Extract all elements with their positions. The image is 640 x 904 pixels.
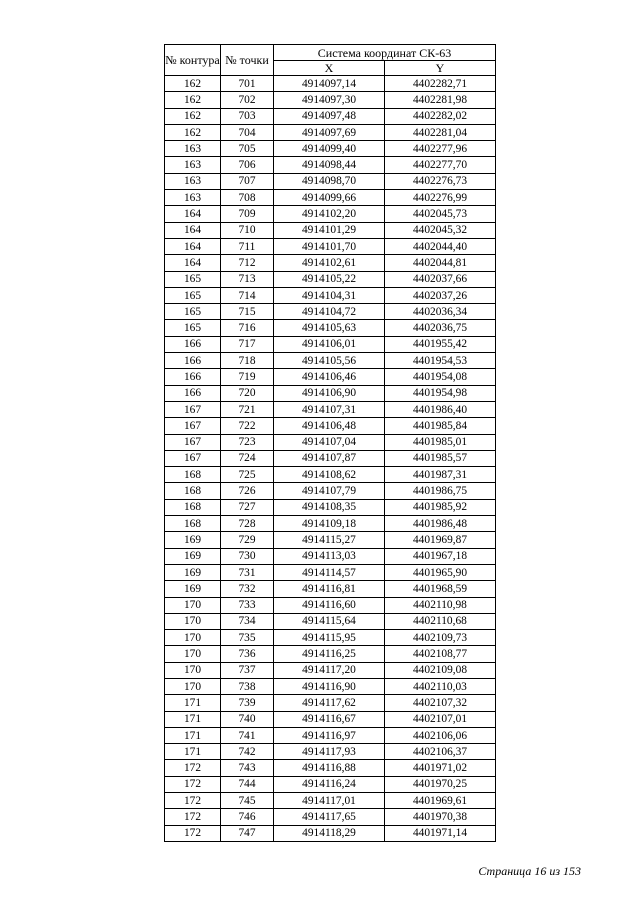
table-row — [165, 548, 496, 564]
cell-point-number: 725 — [221, 467, 274, 483]
cell-contour-number: 170 — [165, 613, 221, 629]
cell-y-coordinate: 4401970,25 — [385, 776, 496, 792]
cell-x-coordinate: 4914116,67 — [274, 711, 385, 727]
cell-x-coordinate: 4914099,66 — [274, 190, 385, 206]
cell-point-number: 701 — [221, 76, 274, 92]
cell-contour-number: 166 — [165, 353, 221, 369]
cell-y-coordinate: 4402036,34 — [385, 304, 496, 320]
cell-y-coordinate: 4401986,75 — [385, 483, 496, 499]
cell-contour-number: 167 — [165, 401, 221, 417]
cell-contour-number: 168 — [165, 483, 221, 499]
cell-y-coordinate: 4402108,77 — [385, 646, 496, 662]
table-row — [165, 353, 496, 369]
cell-point-number: 722 — [221, 418, 274, 434]
cell-contour-number: 172 — [165, 809, 221, 825]
cell-y-coordinate: 4401971,02 — [385, 760, 496, 776]
cell-point-number: 737 — [221, 662, 274, 678]
cell-y-coordinate: 4402045,73 — [385, 206, 496, 222]
cell-point-number: 710 — [221, 222, 274, 238]
cell-x-coordinate: 4914118,29 — [274, 825, 385, 841]
table-row — [165, 124, 496, 140]
cell-contour-number: 170 — [165, 678, 221, 694]
table-row — [165, 271, 496, 287]
cell-point-number: 743 — [221, 760, 274, 776]
table-row — [165, 320, 496, 336]
cell-y-coordinate: 4402109,73 — [385, 630, 496, 646]
cell-contour-number: 171 — [165, 727, 221, 743]
cell-x-coordinate: 4914115,95 — [274, 630, 385, 646]
cell-x-coordinate: 4914116,88 — [274, 760, 385, 776]
table-row — [165, 711, 496, 727]
cell-contour-number: 167 — [165, 418, 221, 434]
page-number: Страница 16 из 153 — [478, 864, 581, 878]
cell-y-coordinate: 4401985,01 — [385, 434, 496, 450]
cell-point-number: 711 — [221, 238, 274, 254]
cell-contour-number: 168 — [165, 467, 221, 483]
cell-y-coordinate: 4402276,99 — [385, 190, 496, 206]
table-row — [165, 304, 496, 320]
cell-contour-number: 162 — [165, 76, 221, 92]
header-y: Y — [385, 61, 496, 76]
cell-contour-number: 165 — [165, 287, 221, 303]
cell-point-number: 705 — [221, 141, 274, 157]
cell-x-coordinate: 4914117,93 — [274, 744, 385, 760]
table-row — [165, 613, 496, 629]
cell-point-number: 713 — [221, 271, 274, 287]
table-row — [165, 516, 496, 532]
table-row — [165, 255, 496, 271]
table-row — [165, 418, 496, 434]
cell-point-number: 723 — [221, 434, 274, 450]
cell-y-coordinate: 4402277,70 — [385, 157, 496, 173]
cell-contour-number: 164 — [165, 206, 221, 222]
cell-contour-number: 164 — [165, 255, 221, 271]
cell-x-coordinate: 4914107,87 — [274, 450, 385, 466]
cell-y-coordinate: 4401985,92 — [385, 499, 496, 515]
cell-y-coordinate: 4402044,81 — [385, 255, 496, 271]
cell-point-number: 732 — [221, 581, 274, 597]
cell-contour-number: 165 — [165, 271, 221, 287]
cell-x-coordinate: 4914106,48 — [274, 418, 385, 434]
cell-contour-number: 167 — [165, 434, 221, 450]
cell-contour-number: 162 — [165, 124, 221, 140]
cell-y-coordinate: 4401985,84 — [385, 418, 496, 434]
cell-point-number: 718 — [221, 353, 274, 369]
cell-point-number: 702 — [221, 92, 274, 108]
cell-y-coordinate: 4402044,40 — [385, 238, 496, 254]
cell-x-coordinate: 4914097,30 — [274, 92, 385, 108]
cell-contour-number: 168 — [165, 516, 221, 532]
cell-x-coordinate: 4914117,01 — [274, 793, 385, 809]
cell-point-number: 728 — [221, 516, 274, 532]
cell-x-coordinate: 4914101,70 — [274, 238, 385, 254]
cell-y-coordinate: 4402281,04 — [385, 124, 496, 140]
cell-contour-number: 162 — [165, 108, 221, 124]
coordinates-table — [164, 44, 496, 842]
cell-x-coordinate: 4914108,62 — [274, 467, 385, 483]
table-row — [165, 499, 496, 515]
cell-contour-number: 166 — [165, 385, 221, 401]
table-header — [165, 45, 496, 76]
cell-contour-number: 171 — [165, 744, 221, 760]
cell-x-coordinate: 4914108,35 — [274, 499, 385, 515]
cell-contour-number: 172 — [165, 793, 221, 809]
table-row — [165, 695, 496, 711]
cell-x-coordinate: 4914106,90 — [274, 385, 385, 401]
table-row — [165, 385, 496, 401]
cell-point-number: 720 — [221, 385, 274, 401]
cell-x-coordinate: 4914097,69 — [274, 124, 385, 140]
cell-y-coordinate: 4401970,38 — [385, 809, 496, 825]
cell-x-coordinate: 4914105,56 — [274, 353, 385, 369]
cell-point-number: 709 — [221, 206, 274, 222]
cell-y-coordinate: 4401987,31 — [385, 467, 496, 483]
cell-contour-number: 172 — [165, 776, 221, 792]
cell-x-coordinate: 4914102,61 — [274, 255, 385, 271]
cell-x-coordinate: 4914117,62 — [274, 695, 385, 711]
cell-x-coordinate: 4914104,72 — [274, 304, 385, 320]
cell-point-number: 704 — [221, 124, 274, 140]
cell-y-coordinate: 4402109,08 — [385, 662, 496, 678]
cell-contour-number: 170 — [165, 662, 221, 678]
cell-y-coordinate: 4401969,61 — [385, 793, 496, 809]
cell-x-coordinate: 4914117,65 — [274, 809, 385, 825]
cell-y-coordinate: 4402281,98 — [385, 92, 496, 108]
cell-point-number: 726 — [221, 483, 274, 499]
cell-contour-number: 172 — [165, 825, 221, 841]
cell-point-number: 708 — [221, 190, 274, 206]
cell-x-coordinate: 4914107,79 — [274, 483, 385, 499]
cell-y-coordinate: 4402282,02 — [385, 108, 496, 124]
cell-x-coordinate: 4914117,20 — [274, 662, 385, 678]
cell-y-coordinate: 4402106,06 — [385, 727, 496, 743]
cell-point-number: 729 — [221, 532, 274, 548]
cell-contour-number: 170 — [165, 630, 221, 646]
table-row — [165, 108, 496, 124]
cell-x-coordinate: 4914099,40 — [274, 141, 385, 157]
table-row — [165, 401, 496, 417]
cell-y-coordinate: 4402276,73 — [385, 173, 496, 189]
cell-point-number: 741 — [221, 727, 274, 743]
cell-x-coordinate: 4914114,57 — [274, 564, 385, 580]
cell-point-number: 724 — [221, 450, 274, 466]
cell-contour-number: 163 — [165, 157, 221, 173]
cell-y-coordinate: 4402045,32 — [385, 222, 496, 238]
table-row — [165, 564, 496, 580]
cell-point-number: 719 — [221, 369, 274, 385]
cell-point-number: 707 — [221, 173, 274, 189]
cell-contour-number: 168 — [165, 499, 221, 515]
cell-point-number: 730 — [221, 548, 274, 564]
cell-contour-number: 172 — [165, 760, 221, 776]
table-row — [165, 434, 496, 450]
table-row — [165, 646, 496, 662]
cell-y-coordinate: 4402110,03 — [385, 678, 496, 694]
cell-y-coordinate: 4401985,57 — [385, 450, 496, 466]
cell-point-number: 744 — [221, 776, 274, 792]
table-row — [165, 776, 496, 792]
cell-x-coordinate: 4914116,97 — [274, 727, 385, 743]
cell-point-number: 717 — [221, 336, 274, 352]
cell-contour-number: 163 — [165, 141, 221, 157]
cell-x-coordinate: 4914116,25 — [274, 646, 385, 662]
table-row — [165, 483, 496, 499]
cell-point-number: 715 — [221, 304, 274, 320]
header-x: X — [274, 61, 385, 76]
cell-x-coordinate: 4914098,44 — [274, 157, 385, 173]
cell-x-coordinate: 4914097,48 — [274, 108, 385, 124]
cell-x-coordinate: 4914109,18 — [274, 516, 385, 532]
cell-point-number: 716 — [221, 320, 274, 336]
cell-y-coordinate: 4401955,42 — [385, 336, 496, 352]
cell-point-number: 736 — [221, 646, 274, 662]
cell-contour-number: 162 — [165, 92, 221, 108]
table-row — [165, 336, 496, 352]
table-row — [165, 467, 496, 483]
cell-contour-number: 163 — [165, 173, 221, 189]
cell-x-coordinate: 4914105,63 — [274, 320, 385, 336]
cell-contour-number: 165 — [165, 320, 221, 336]
cell-x-coordinate: 4914106,01 — [274, 336, 385, 352]
cell-x-coordinate: 4914116,24 — [274, 776, 385, 792]
cell-contour-number: 164 — [165, 238, 221, 254]
cell-point-number: 706 — [221, 157, 274, 173]
table-row — [165, 809, 496, 825]
table-row — [165, 597, 496, 613]
table-row — [165, 532, 496, 548]
cell-y-coordinate: 4401968,59 — [385, 581, 496, 597]
cell-point-number: 746 — [221, 809, 274, 825]
cell-x-coordinate: 4914107,04 — [274, 434, 385, 450]
cell-x-coordinate: 4914106,46 — [274, 369, 385, 385]
cell-contour-number: 171 — [165, 695, 221, 711]
cell-contour-number: 169 — [165, 564, 221, 580]
cell-x-coordinate: 4914115,64 — [274, 613, 385, 629]
table-row — [165, 581, 496, 597]
cell-y-coordinate: 4402037,66 — [385, 271, 496, 287]
cell-x-coordinate: 4914104,31 — [274, 287, 385, 303]
cell-y-coordinate: 4401967,18 — [385, 548, 496, 564]
cell-contour-number: 167 — [165, 450, 221, 466]
cell-point-number: 714 — [221, 287, 274, 303]
cell-x-coordinate: 4914101,29 — [274, 222, 385, 238]
cell-x-coordinate: 4914116,90 — [274, 678, 385, 694]
cell-x-coordinate: 4914097,14 — [274, 76, 385, 92]
cell-point-number: 742 — [221, 744, 274, 760]
cell-y-coordinate: 4402106,37 — [385, 744, 496, 760]
table-row — [165, 157, 496, 173]
table-row — [165, 190, 496, 206]
cell-x-coordinate: 4914116,60 — [274, 597, 385, 613]
table-row — [165, 369, 496, 385]
cell-point-number: 738 — [221, 678, 274, 694]
cell-y-coordinate: 4402110,98 — [385, 597, 496, 613]
header-coordinate-system: Система координат СК-63 — [274, 45, 496, 61]
cell-y-coordinate: 4401954,08 — [385, 369, 496, 385]
cell-point-number: 739 — [221, 695, 274, 711]
cell-contour-number: 164 — [165, 222, 221, 238]
cell-y-coordinate: 4402107,01 — [385, 711, 496, 727]
table-row — [165, 206, 496, 222]
table-row — [165, 825, 496, 841]
table-row — [165, 141, 496, 157]
table-row — [165, 76, 496, 92]
cell-x-coordinate: 4914105,22 — [274, 271, 385, 287]
cell-x-coordinate: 4914116,81 — [274, 581, 385, 597]
table-row — [165, 287, 496, 303]
cell-y-coordinate: 4401954,53 — [385, 353, 496, 369]
cell-y-coordinate: 4402036,75 — [385, 320, 496, 336]
table-row — [165, 744, 496, 760]
header-point-number: № точки — [221, 45, 274, 76]
cell-contour-number: 169 — [165, 532, 221, 548]
table-row — [165, 92, 496, 108]
cell-y-coordinate: 4401969,87 — [385, 532, 496, 548]
cell-point-number: 731 — [221, 564, 274, 580]
cell-contour-number: 165 — [165, 304, 221, 320]
cell-x-coordinate: 4914102,20 — [274, 206, 385, 222]
cell-y-coordinate: 4401986,40 — [385, 401, 496, 417]
cell-point-number: 712 — [221, 255, 274, 271]
cell-x-coordinate: 4914107,31 — [274, 401, 385, 417]
table-row — [165, 450, 496, 466]
cell-contour-number: 170 — [165, 646, 221, 662]
cell-y-coordinate: 4401986,48 — [385, 516, 496, 532]
cell-point-number: 735 — [221, 630, 274, 646]
cell-x-coordinate: 4914115,27 — [274, 532, 385, 548]
cell-point-number: 721 — [221, 401, 274, 417]
cell-contour-number: 163 — [165, 190, 221, 206]
table-row — [165, 662, 496, 678]
cell-point-number: 745 — [221, 793, 274, 809]
cell-contour-number: 169 — [165, 581, 221, 597]
cell-point-number: 734 — [221, 613, 274, 629]
cell-point-number: 703 — [221, 108, 274, 124]
cell-contour-number: 169 — [165, 548, 221, 564]
table-row — [165, 173, 496, 189]
table-row — [165, 793, 496, 809]
cell-y-coordinate: 4402037,26 — [385, 287, 496, 303]
table-row — [165, 222, 496, 238]
cell-x-coordinate: 4914098,70 — [274, 173, 385, 189]
cell-y-coordinate: 4402110,68 — [385, 613, 496, 629]
cell-contour-number: 170 — [165, 597, 221, 613]
cell-y-coordinate: 4401965,90 — [385, 564, 496, 580]
cell-x-coordinate: 4914113,03 — [274, 548, 385, 564]
cell-point-number: 733 — [221, 597, 274, 613]
cell-contour-number: 171 — [165, 711, 221, 727]
table-row — [165, 678, 496, 694]
table-row — [165, 630, 496, 646]
header-contour-number: № контура — [165, 45, 221, 76]
cell-y-coordinate: 4402277,96 — [385, 141, 496, 157]
cell-point-number: 740 — [221, 711, 274, 727]
cell-y-coordinate: 4401954,98 — [385, 385, 496, 401]
table-body — [165, 76, 496, 842]
header-row-top — [165, 45, 496, 61]
cell-contour-number: 166 — [165, 369, 221, 385]
cell-y-coordinate: 4402282,71 — [385, 76, 496, 92]
cell-point-number: 747 — [221, 825, 274, 841]
table-row — [165, 760, 496, 776]
table-row — [165, 727, 496, 743]
cell-y-coordinate: 4401971,14 — [385, 825, 496, 841]
cell-y-coordinate: 4402107,32 — [385, 695, 496, 711]
cell-contour-number: 166 — [165, 336, 221, 352]
cell-point-number: 727 — [221, 499, 274, 515]
table-row — [165, 238, 496, 254]
